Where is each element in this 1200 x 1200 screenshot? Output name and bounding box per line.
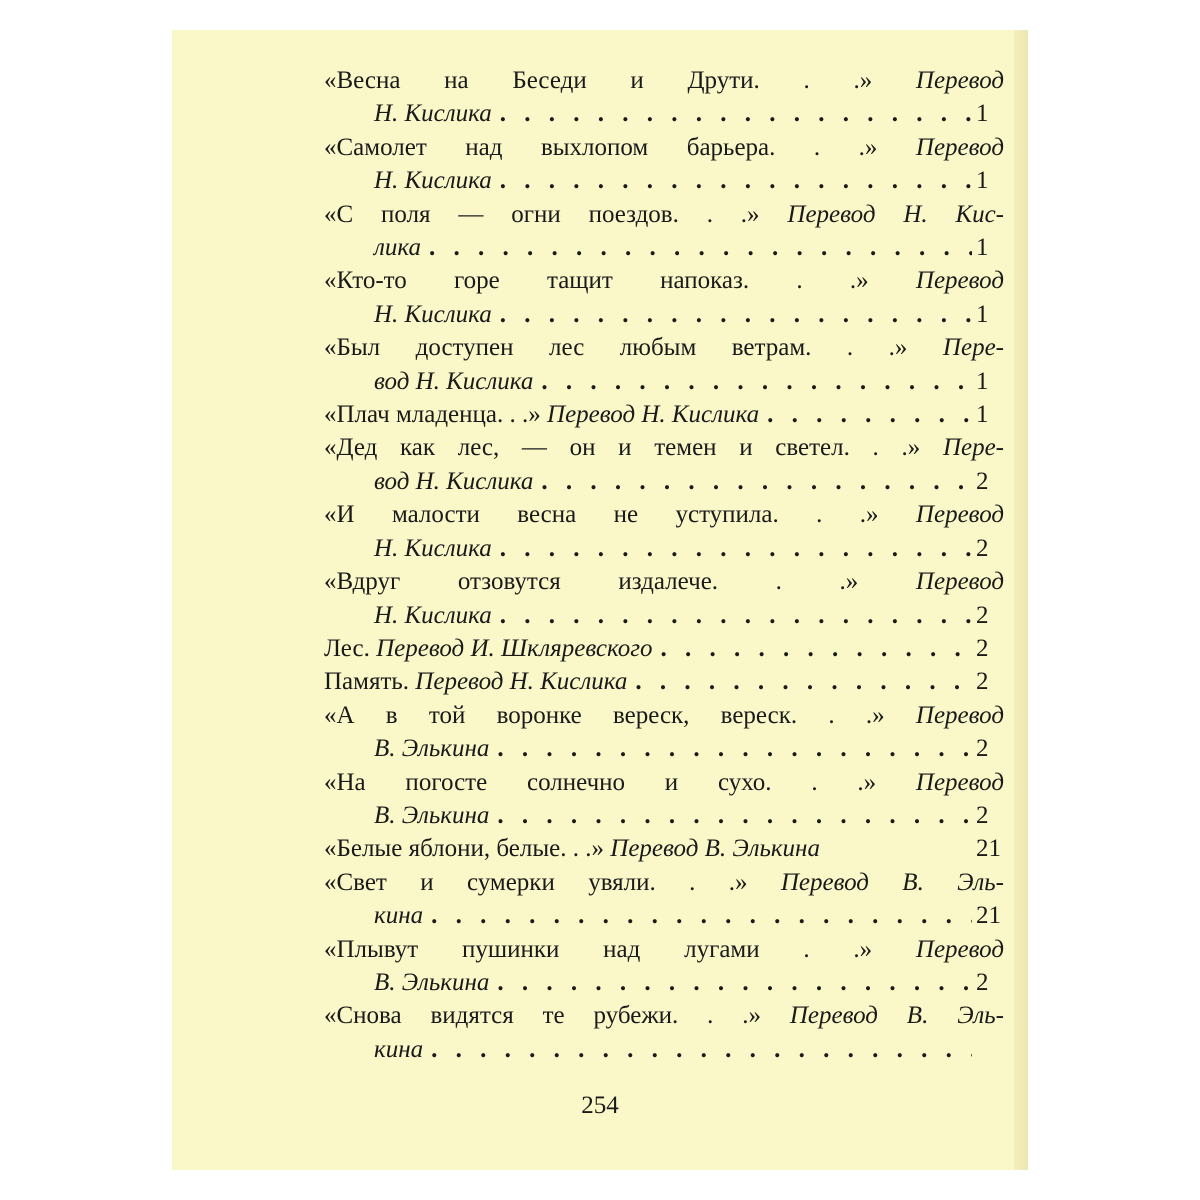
entry-page: 2 xyxy=(976,968,989,996)
entry-page: 1 xyxy=(976,367,989,395)
toc-line-single xyxy=(324,632,1004,665)
entry-translator-cont: Н. Кислика xyxy=(374,601,492,629)
entry-translator: Пере- xyxy=(942,434,1005,462)
toc-line-first xyxy=(324,198,1004,231)
leader-dots xyxy=(492,97,972,130)
toc-line-second xyxy=(324,164,1004,197)
entry-translator: Перевод xyxy=(915,935,1004,963)
toc-entry xyxy=(324,264,1004,331)
entry-translator: Перевод xyxy=(915,267,1004,295)
toc-line-single xyxy=(324,398,1004,431)
entry-translator: Перевод И. Шкляревского xyxy=(376,634,653,662)
entry-translator: Перевод xyxy=(915,568,1005,596)
entry-title: «Весна на Беседи и Друти. . .» xyxy=(324,67,873,94)
toc-entry xyxy=(324,198,1004,265)
toc-entry xyxy=(324,999,1004,1066)
entry-page: 21 xyxy=(976,902,1001,930)
entry-page: 1 xyxy=(976,167,989,195)
toc-entry xyxy=(324,131,1004,198)
entry-page: 1 xyxy=(976,100,989,128)
entry-page: 1 xyxy=(976,401,989,429)
toc-line-second xyxy=(324,1033,1004,1066)
toc-line-first xyxy=(324,565,1004,598)
toc-line-first xyxy=(324,866,1004,899)
toc-line-first xyxy=(324,498,1004,531)
entry-translator-cont: кина xyxy=(374,902,424,930)
entry-page: 2 xyxy=(976,668,989,696)
toc-entry xyxy=(324,766,1004,833)
entry-title: «Вдруг отзовутся издалече. . .» xyxy=(324,568,859,596)
entry-title: «Был доступен лес любым ветрам. . .» xyxy=(324,334,908,362)
leader-dots xyxy=(533,465,972,498)
entry-title: «На погосте солнечно и сухо. . .» xyxy=(324,768,877,796)
entry-translator-cont: лика xyxy=(374,234,421,262)
toc-line-first xyxy=(324,64,1004,97)
leader-dots xyxy=(759,398,972,431)
entry-title: «Кто-то горе тащит напоказ. . .» xyxy=(324,267,869,295)
entry-translator: Перевод xyxy=(915,67,1005,94)
leader-dots xyxy=(489,799,972,832)
toc-entry xyxy=(324,64,1004,131)
entry-translator: Перевод Н. Кис- xyxy=(787,200,1004,228)
leader-dots xyxy=(489,966,972,999)
toc-entry xyxy=(324,933,1004,1000)
entry-page: 2 xyxy=(976,601,989,629)
entry-page: 2 xyxy=(976,534,989,562)
entry-title: «И малости весна не уступила. . .» xyxy=(324,501,879,529)
entry-translator: Перевод xyxy=(915,701,1004,729)
leader-dots xyxy=(492,164,972,197)
toc-line-first xyxy=(324,933,1004,966)
entry-title: «Плывут пушинки над лугами . .» xyxy=(324,935,873,963)
toc-line-second xyxy=(324,365,1004,398)
toc-line-second xyxy=(324,465,1004,498)
toc-line-second xyxy=(324,966,1004,999)
toc-line-first xyxy=(324,699,1004,732)
entry-page: 2 xyxy=(976,801,989,829)
entry-page: 21 xyxy=(976,835,1001,863)
toc-line-second xyxy=(324,799,1004,832)
entry-translator-cont: кина xyxy=(374,1035,424,1063)
toc-line-second xyxy=(324,97,1004,130)
entry-translator: Перевод В. Эль- xyxy=(780,868,1004,896)
toc-line-second xyxy=(324,599,1004,632)
toc-entry xyxy=(324,498,1004,565)
toc-line-first xyxy=(324,131,1004,164)
entry-page: 2 xyxy=(976,467,989,495)
entry-translator-cont: Н. Кислика xyxy=(374,300,492,328)
toc-line-second xyxy=(324,899,1004,932)
page-number: 254 xyxy=(581,1092,619,1119)
entry-translator-cont: Н. Кислика xyxy=(374,167,492,195)
toc-line-first xyxy=(324,331,1004,364)
entry-translator-cont: вод Н. Кислика xyxy=(374,467,534,495)
entry-page: 2 xyxy=(976,634,989,662)
leader-dots xyxy=(421,231,972,264)
entry-title: «Снова видятся те рубежи. . .» xyxy=(324,1002,761,1030)
toc-entry xyxy=(324,331,1004,398)
entry-title: Лес. xyxy=(324,634,370,662)
entry-page: 2 xyxy=(976,735,989,763)
entry-title: «Свет и сумерки увяли. . .» xyxy=(324,868,748,896)
entry-translator: Перевод Н. Кислика xyxy=(547,401,760,429)
entry-translator: Перевод xyxy=(915,768,1004,796)
toc-line-second xyxy=(324,231,1004,264)
toc-entry xyxy=(324,431,1004,498)
leader-dots xyxy=(492,298,972,331)
entry-title: «А в той воронке вереск, вереск. . .» xyxy=(324,701,885,729)
entry-translator: Перевод xyxy=(915,501,1005,529)
entry-translator-cont: В. Элькина xyxy=(374,801,490,829)
entry-translator-cont: Н. Кислика xyxy=(374,100,492,128)
toc-line-second xyxy=(324,732,1004,765)
leader-dots xyxy=(492,532,972,565)
entry-page: 1 xyxy=(976,234,989,262)
entry-translator: Перевод Н. Кислика xyxy=(415,668,628,696)
leader-dots xyxy=(627,665,972,698)
page-edge xyxy=(1014,30,1028,1170)
toc-line-first xyxy=(324,431,1004,464)
entry-translator-cont: Н. Кислика xyxy=(374,534,492,562)
toc-line-first xyxy=(324,264,1004,297)
book-page xyxy=(172,30,1028,1170)
entry-translator: Перевод В. Эль- xyxy=(789,1002,1004,1030)
toc-line-second xyxy=(324,532,1004,565)
toc-entry xyxy=(324,832,1004,865)
toc-line-first xyxy=(324,766,1004,799)
entry-title: «С поля — огни поездов. . .» xyxy=(324,200,760,228)
entry-translator: Перевод xyxy=(915,133,1004,161)
leader-dots xyxy=(423,1033,972,1066)
leader-dots xyxy=(533,365,972,398)
leader-dots xyxy=(492,599,972,632)
toc-entry xyxy=(324,699,1004,766)
toc-entry xyxy=(324,398,1004,431)
entry-title: «Плач младенца. . .» xyxy=(324,401,541,429)
toc-line-first xyxy=(324,999,1004,1032)
leader-dots xyxy=(653,632,972,665)
toc-entry xyxy=(324,565,1004,632)
entry-title: «Самолет над выхлопом барьера. . .» xyxy=(324,133,878,161)
entry-page: 1 xyxy=(976,300,989,328)
leader-dots xyxy=(489,732,972,765)
entry-title: «Дед как лес, — он и темен и светел. . .» xyxy=(324,434,921,462)
leader-dots xyxy=(423,899,972,932)
entry-translator: Пере- xyxy=(942,334,1004,362)
toc-entry xyxy=(324,866,1004,933)
entry-title: «Белые яблони, белые. . .» xyxy=(324,835,605,863)
toc-line-second xyxy=(324,298,1004,331)
toc-line-single xyxy=(324,832,1004,865)
toc-entry xyxy=(324,665,1004,698)
entry-translator-cont: вод Н. Кислика xyxy=(374,367,534,395)
toc-line-single xyxy=(324,665,1004,698)
toc-entry xyxy=(324,632,1004,665)
entry-translator-cont: В. Элькина xyxy=(374,968,490,996)
table-of-contents xyxy=(324,64,1004,1066)
entry-translator: Перевод В. Элькина xyxy=(610,835,820,863)
entry-title: Память. xyxy=(324,668,410,696)
entry-translator-cont: В. Элькина xyxy=(374,735,490,763)
